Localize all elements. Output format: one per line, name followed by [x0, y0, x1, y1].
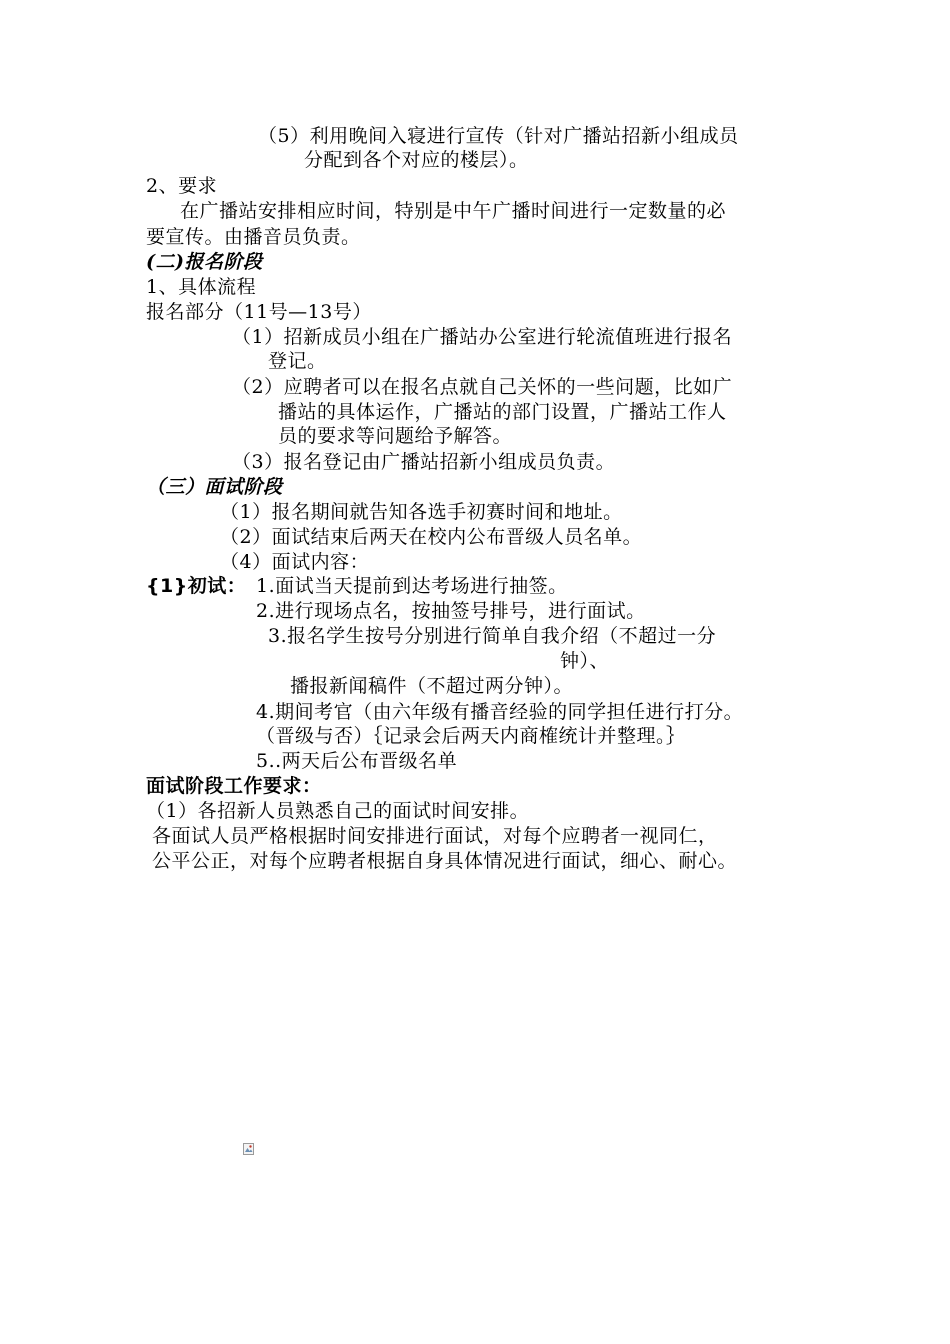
text-line: 5..两天后公布晋级名单: [256, 750, 458, 772]
text-line: 播站的具体运作，广播站的部门设置，广播站工作人: [278, 401, 727, 423]
text-line: 3.报名学生按号分别进行简单自我介绍（不超过一分: [268, 625, 717, 647]
section-heading: （三）面试阶段: [146, 476, 283, 498]
text-line: 在广播站安排相应时间，特别是中午广播时间进行一定数量的必: [180, 200, 727, 222]
text-line: 公平公正，对每个应聘者根据自身具体情况进行面试，细心、耐心。: [152, 850, 738, 872]
text-line: （晋级与否）｛记录会后两天内商榷统计并整理。｝: [256, 725, 686, 747]
text-line: （2）面试结束后两天在校内公布晋级人员名单。: [220, 526, 643, 548]
text-line: 1.面试当天提前到达考场进行抽签。: [256, 575, 568, 597]
text-line: 各面试人员严格根据时间安排进行面试，对每个应聘者一视同仁，: [152, 825, 718, 847]
text-line: 报名部分（11号—13号）: [146, 301, 372, 323]
text-line: （4）面试内容：: [220, 551, 370, 573]
text-line: （2）应聘者可以在报名点就自己关怀的一些问题，比如广: [232, 376, 733, 398]
section-heading: (二)报名阶段: [146, 251, 263, 273]
text-line: 要宣传。由播音员负责。: [146, 226, 361, 248]
section-heading: 1、具体流程: [146, 276, 257, 298]
text-line: （5）利用晚间入寝进行宣传（针对广播站招新小组成员: [258, 125, 739, 147]
text-line: （1）招新成员小组在广播站办公室进行轮流值班进行报名: [232, 326, 733, 348]
section-heading: 2、要求: [146, 175, 218, 197]
text-line: 员的要求等问题给予解答。: [278, 425, 513, 447]
section-heading: 面试阶段工作要求：: [146, 775, 322, 797]
text-line: 登记。: [268, 350, 327, 372]
text-line: 分配到各个对应的楼层）。: [304, 149, 529, 171]
text-line: 2.进行现场点名，按抽签号排号，进行面试。: [256, 600, 646, 622]
text-line: 播报新闻稿件（不超过两分钟）。: [290, 675, 574, 697]
text-line: （3）报名登记由广播站招新小组成员负责。: [232, 451, 616, 473]
text-line: （1）报名期间就告知各选手初赛时间和地址。: [220, 501, 623, 523]
text-line: （1）各招新人员熟悉自己的面试时间安排。: [146, 800, 530, 822]
broken-image-icon: [243, 1143, 254, 1155]
text-line: 钟）、: [560, 650, 610, 672]
text-line: 4.期间考官（由六年级有播音经验的同学担任进行打分。: [256, 701, 744, 723]
subsection-label: {1}初试：: [146, 575, 247, 597]
